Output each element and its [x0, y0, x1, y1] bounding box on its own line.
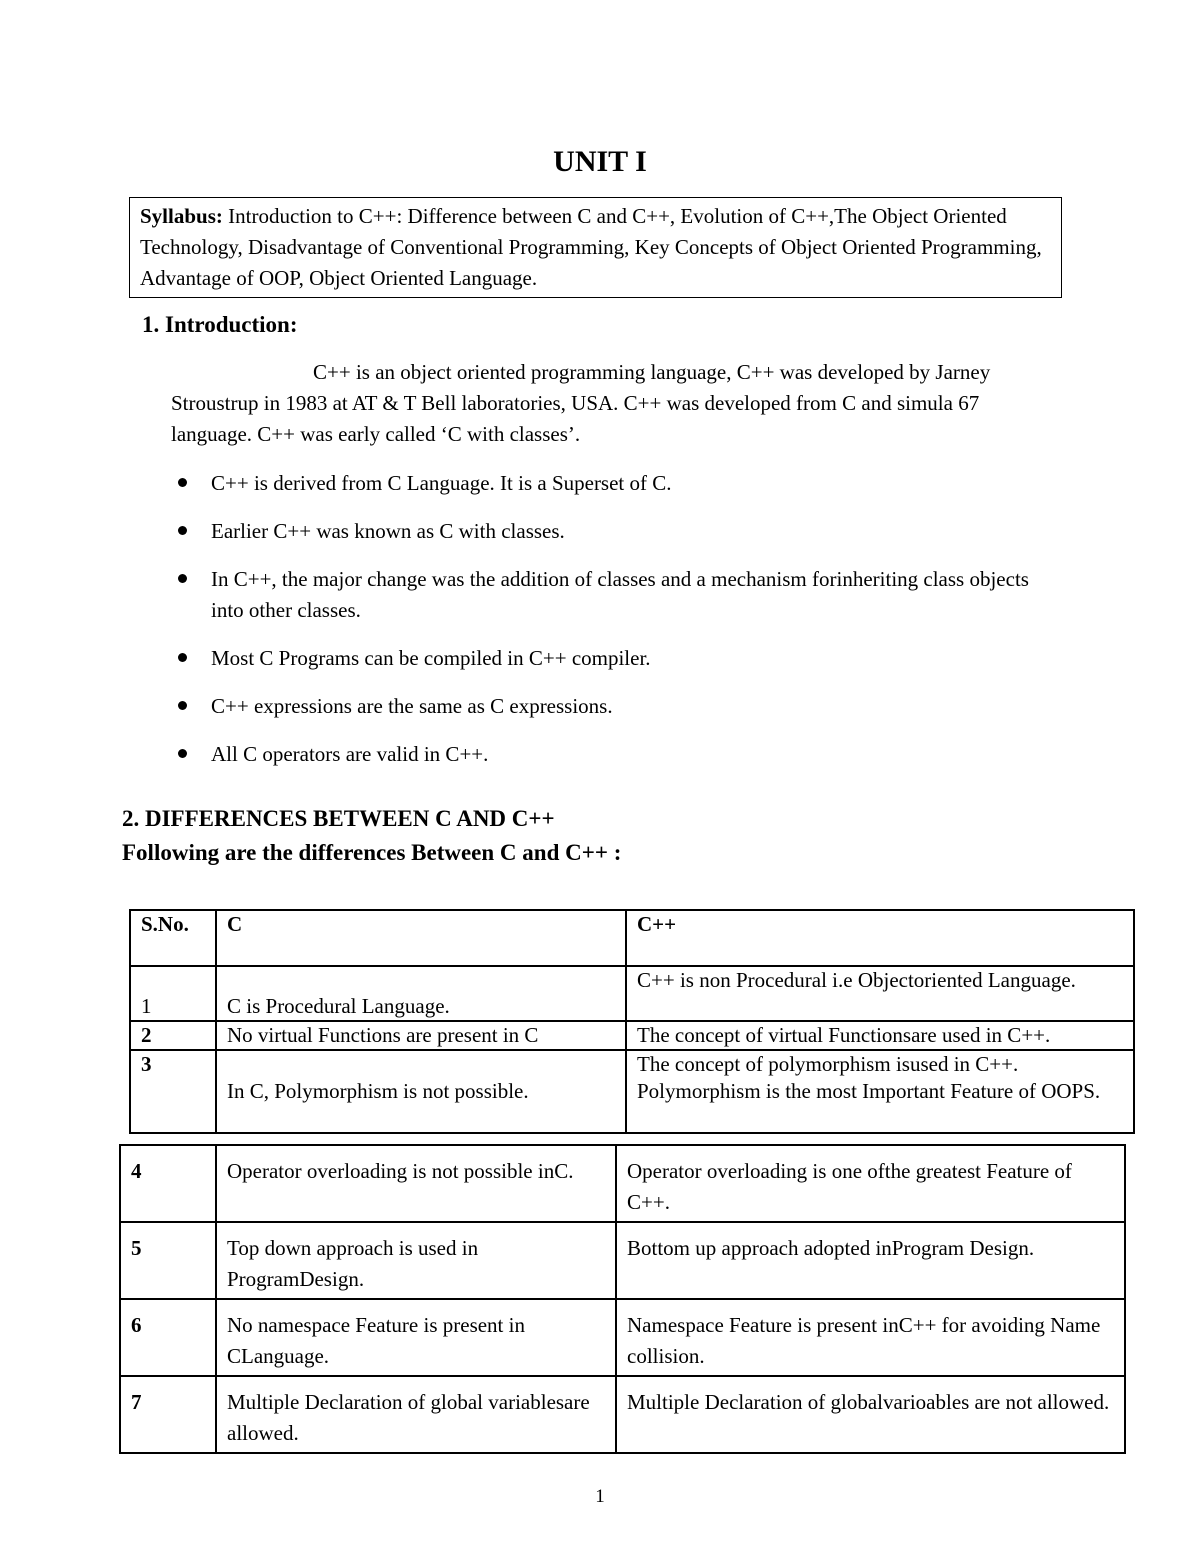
bullet-item — [176, 691, 1036, 722]
cell-sno: 4 — [120, 1145, 216, 1222]
header-c: C — [216, 910, 626, 966]
cell-sno: 5 — [120, 1222, 216, 1299]
bullet-icon — [178, 478, 187, 487]
cell-sno: 3 — [130, 1050, 216, 1133]
cell-sno: 7 — [120, 1376, 216, 1453]
section-2-heading: 2. DIFFERENCES BETWEEN C AND C++ — [122, 806, 555, 831]
cell-cpp: The concept of polymorphism isused in C++. Polymorphism is the most Important Feature of OOPS. — [626, 1050, 1134, 1133]
syllabus-text: Introduction to C++: Difference between C and C++, Evolution of C++,The Object Oriented Technology, Disadvantage of Conventional Programming, Key Concepts of Object Oriented Programming, Advantage of OOP, Object Oriented Language. — [140, 204, 1042, 290]
bullet-text: C++ is derived from C Language. It is a Superset of C. — [211, 471, 672, 495]
bullet-icon — [178, 526, 187, 535]
table-row — [120, 1376, 1125, 1453]
syllabus-label: Syllabus: — [140, 204, 223, 228]
differences-table-part-2 — [119, 1144, 1126, 1454]
cell-cpp: Multiple Declaration of globalvarioables are not allowed. — [616, 1376, 1125, 1453]
header-cpp: C++ — [626, 910, 1134, 966]
bullet-item — [176, 564, 1036, 626]
bullet-text: In C++, the major change was the addition of classes and a mechanism forinheriting class objects into other classes. — [211, 567, 1029, 622]
table-row — [130, 1050, 1134, 1133]
section-1-heading: 1. Introduction: — [142, 312, 298, 337]
header-sno: S.No. — [130, 910, 216, 966]
cell-cpp: Namespace Feature is present inC++ for avoiding Name collision. — [616, 1299, 1125, 1376]
bullet-icon — [178, 701, 187, 710]
bullet-item — [176, 516, 1036, 547]
cell-c: Multiple Declaration of global variablesare allowed. — [216, 1376, 616, 1453]
bullet-text: C++ expressions are the same as C expressions. — [211, 694, 613, 718]
table-row — [120, 1299, 1125, 1376]
cell-sno: 1 — [130, 966, 216, 1021]
intro-bullet-list — [176, 468, 1036, 787]
bullet-item — [176, 643, 1036, 674]
cell-cpp: Operator overloading is one ofthe greatest Feature of C++. — [616, 1145, 1125, 1222]
cell-c: Operator overloading is not possible inC. — [216, 1145, 616, 1222]
table-row — [120, 1222, 1125, 1299]
cell-c: Top down approach is used in ProgramDesign. — [216, 1222, 616, 1299]
cell-cpp: The concept of virtual Functionsare used in C++. — [626, 1021, 1134, 1050]
bullet-item — [176, 739, 1036, 770]
bullet-text: Most C Programs can be compiled in C++ compiler. — [211, 646, 651, 670]
cell-cpp: Bottom up approach adopted inProgram Design. — [616, 1222, 1125, 1299]
table-row — [120, 1145, 1125, 1222]
bullet-icon — [178, 653, 187, 662]
bullet-text: Earlier C++ was known as C with classes. — [211, 519, 565, 543]
bullet-text: All C operators are valid in C++. — [211, 742, 489, 766]
bullet-icon — [178, 749, 187, 758]
cell-sno: 2 — [130, 1021, 216, 1050]
page-number: 1 — [595, 1486, 605, 1507]
page-title: UNIT I — [553, 145, 647, 178]
section-2-subheading: Following are the differences Between C and C++ : — [122, 840, 622, 865]
bullet-item — [176, 468, 1036, 499]
cell-c: In C, Polymorphism is not possible. — [216, 1050, 626, 1133]
table-row — [130, 966, 1134, 1021]
cell-c: C is Procedural Language. — [216, 966, 626, 1021]
table-row — [130, 1021, 1134, 1050]
cell-sno: 6 — [120, 1299, 216, 1376]
syllabus-box — [129, 197, 1062, 298]
cell-cpp: C++ is non Procedural i.e Objectoriented Language. — [626, 966, 1134, 1021]
cell-c: No virtual Functions are present in C — [216, 1021, 626, 1050]
cell-c: No namespace Feature is present in CLanguage. — [216, 1299, 616, 1376]
bullet-icon — [178, 574, 187, 583]
table-header-row — [130, 910, 1134, 966]
intro-paragraph: C++ is an object oriented programming language, C++ was developed by Jarney Stroustrup in 1983 at AT & T Bell laboratories, USA. C++ was developed from C and simula 67 language. C++ was early called ‘C with classes’. — [171, 360, 991, 446]
differences-table-part-1 — [129, 909, 1135, 1134]
